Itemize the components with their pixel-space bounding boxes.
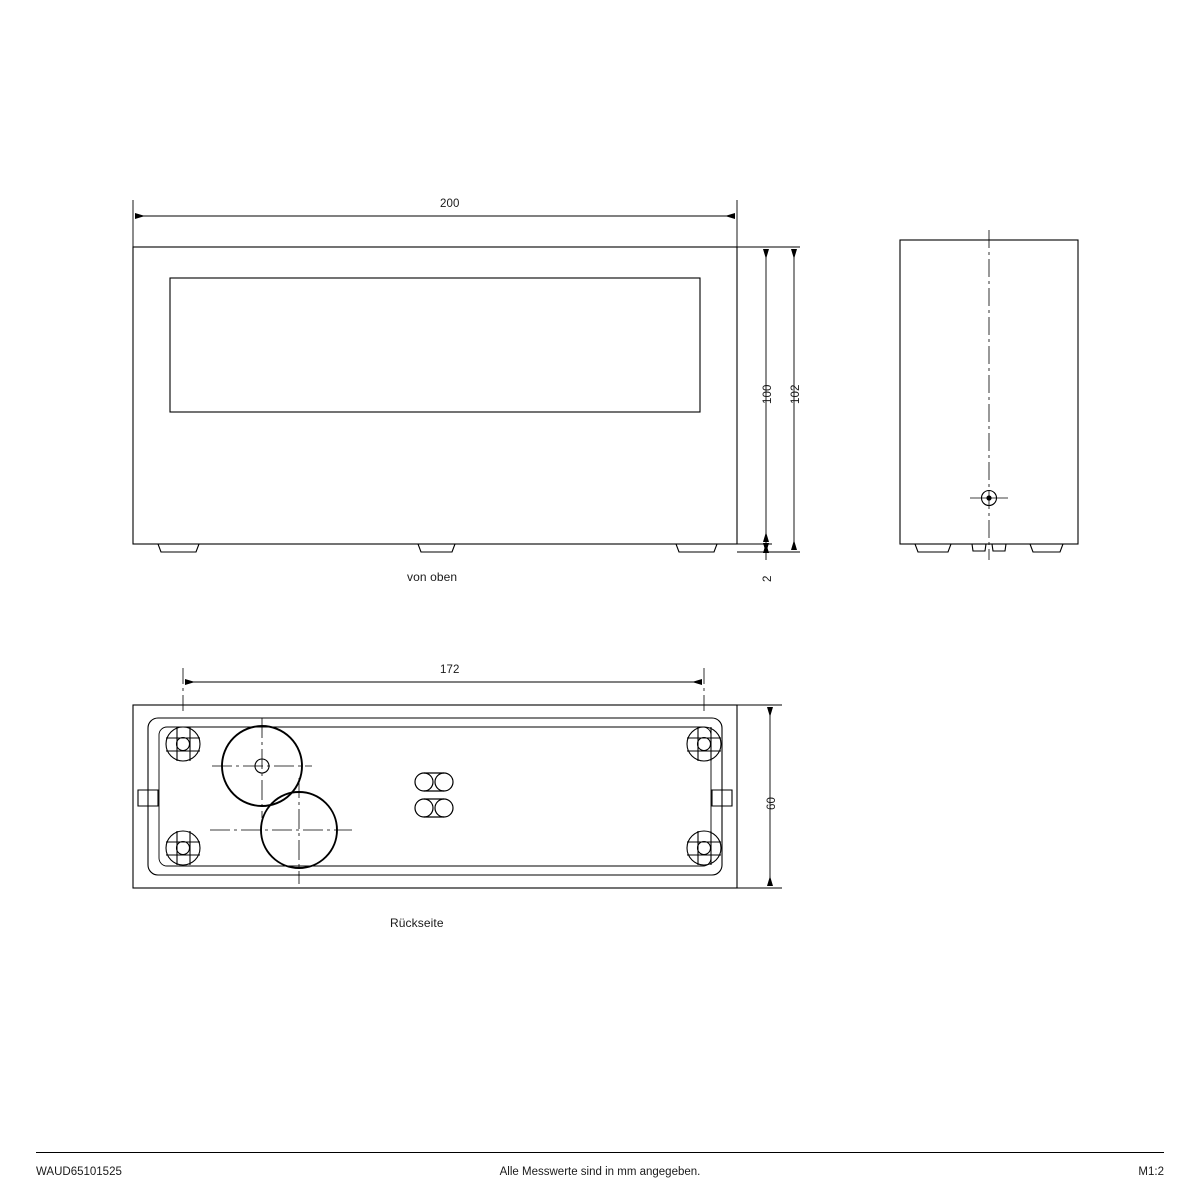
- footer-unit-note: Alle Messwerte sind in mm angegeben.: [499, 1166, 701, 1178]
- dim-label-102: 102: [790, 384, 802, 404]
- dim-label-2: 2: [762, 575, 774, 582]
- mounting-boss: [687, 831, 721, 865]
- dim-label-172: 172: [440, 664, 460, 676]
- mounting-boss: [166, 727, 200, 761]
- caption-back-view: Rückseite: [390, 916, 444, 930]
- top-view-geometry: [133, 247, 737, 552]
- mounting-boss: [166, 831, 200, 865]
- back-view-geometry: [133, 705, 737, 888]
- footer-scale: M1:2: [1138, 1166, 1164, 1178]
- dim-200: [133, 200, 737, 247]
- dim-label-60: 60: [766, 797, 778, 810]
- dim-label-100: 100: [762, 384, 774, 404]
- side-view-geometry: [900, 230, 1078, 560]
- footer-divider: [36, 1152, 1164, 1153]
- knockout-pair: [415, 773, 453, 817]
- footer-article-code: WAUD65101525: [36, 1166, 122, 1178]
- dim-label-200: 200: [440, 198, 460, 210]
- dim-2: [737, 537, 772, 560]
- caption-top-view: von oben: [407, 570, 458, 584]
- mounting-boss: [687, 727, 721, 761]
